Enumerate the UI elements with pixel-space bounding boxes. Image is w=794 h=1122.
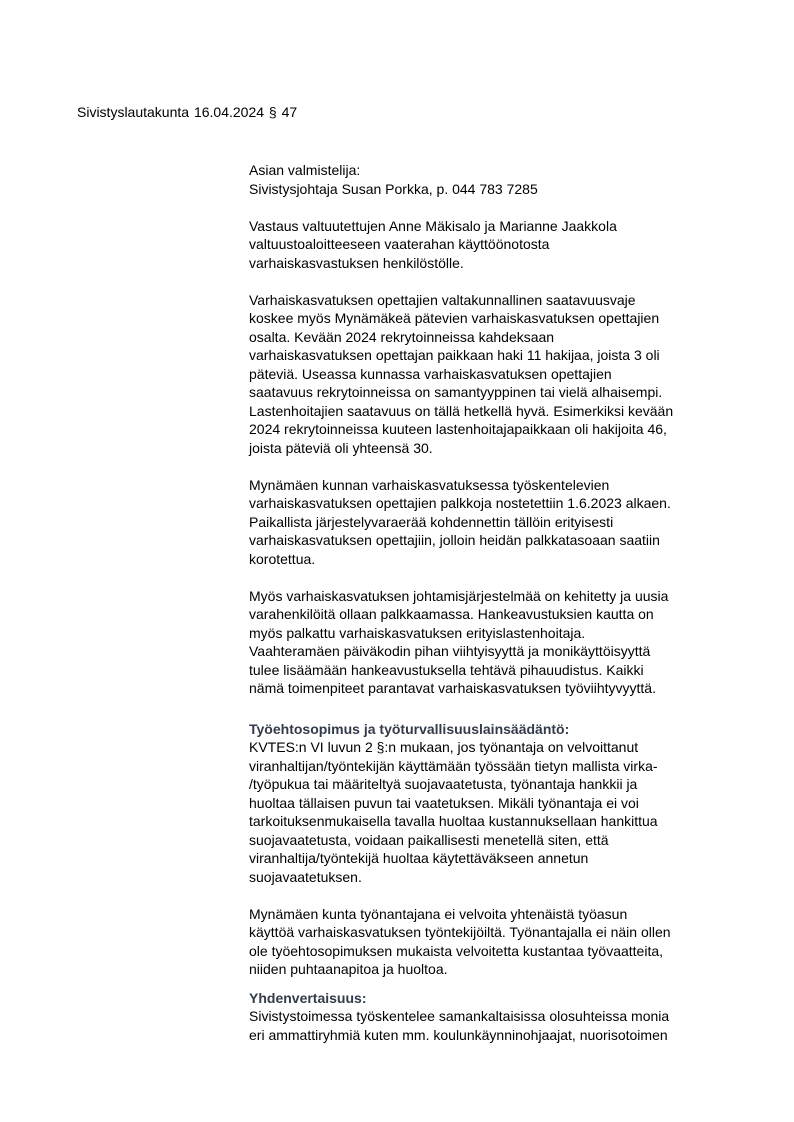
- section-heading-equality: Yhdenvertaisuus:: [249, 989, 367, 1006]
- text-line: viranhaltija/työntekijä huoltaa käytettäväkseen annetun: [249, 850, 589, 866]
- preparer-label: Asian valmistelija:: [249, 162, 361, 178]
- paragraph-kvtes: [249, 738, 769, 886]
- meeting-header-text: Sivistyslautakunta 16.04.2024 § 47: [77, 104, 298, 120]
- text-line: huoltaa tällaisen puvun tai vaatetuksen. Mikäli työnantaja ei voi: [249, 794, 639, 811]
- text-line: saatavuus rekrytoinneissa on samantyyppinen tai vielä alhaisempi.: [249, 384, 663, 400]
- text-line: Vaahteramäen päiväkodin pihan viihtyisyyttä ja monikäyttöisyyttä: [249, 643, 651, 659]
- text-line: Myös varhaiskasvatuksen johtamisjärjestelmää on kehitetty ja uusia: [249, 587, 669, 604]
- section-heading-collective-agreement: Työehtosopimus ja työturvallisuuslainsäädäntö:: [249, 720, 570, 737]
- preparer-block: [249, 161, 769, 198]
- paragraph-availability: [249, 291, 769, 458]
- text-line: niiden puhtaanapitoa ja huoltoa.: [249, 961, 448, 977]
- text-line: KVTES:n VI luvun 2 §:n mukaan, jos työnantaja on velvoittanut: [249, 739, 639, 755]
- text-line: varhaiskasvastuksen henkilöstölle.: [249, 254, 464, 271]
- paragraph-employer: [249, 905, 769, 979]
- document-body: [249, 161, 769, 1044]
- text-line: suojavaatetuksen.: [249, 868, 362, 885]
- text-line: ole työehtosopimuksen mukaista velvoitetta kustantaa työvaatteita,: [249, 942, 664, 959]
- text-line: Paikallista järjestelyvaraerää kohdennettin tällöin erityisesti: [249, 513, 614, 530]
- text-line: käyttöä varhaiskasvatuksen työntekijöiltä. Työnantajalla ei näin ollen: [249, 924, 671, 940]
- text-line: myös palkattu varhaiskasvatuksen erityislastenhoitaja.: [249, 624, 586, 641]
- text-line: Mynämäen kunnan varhaiskasvatuksessa työskentelevien: [249, 476, 610, 493]
- text-line: Vastaus valtuutettujen Anne Mäkisalo ja Marianne Jaakkola: [249, 217, 617, 234]
- text-line: joista päteviä oli yhteensä 30.: [249, 439, 433, 456]
- text-line: eri ammattiryhmiä kuten mm. koulunkäynninohjaajat, nuorisotoimen: [249, 1026, 668, 1043]
- text-line: tarkoituksenmukaisella tavalla huoltaa kustannuksellaan hankittua: [249, 813, 658, 829]
- text-line: varahenkilöitä ollaan palkkaamassa. Hankeavustuksien kautta on: [249, 606, 654, 622]
- text-line: Sivistystoimessa työskentelee samankaltaisissa olosuhteissa monia: [249, 1008, 670, 1024]
- text-line: /työpukua tai määriteltyä suojavaatetusta, työnantaja hankkii ja: [249, 776, 638, 792]
- text-line: päteviä. Useassa kunnassa varhaiskasvatuksen opettajien: [249, 365, 612, 382]
- text-line: 2024 rekrytoinneissa kuuteen lastenhoitajapaikkaan oli hakijoita 46,: [249, 421, 667, 437]
- text-line: osalta. Kevään 2024 rekrytoinneissa kahdeksaan: [249, 328, 555, 345]
- paragraph-subject: [249, 217, 769, 273]
- preparer-name: Sivistysjohtaja Susan Porkka, p. 044 783 7285: [249, 180, 538, 197]
- paragraph-development: [249, 587, 769, 698]
- text-line: suojavaatetusta, voidaan paikallisesti menetellä siten, että: [249, 831, 609, 848]
- paragraph-salaries: [249, 476, 769, 569]
- text-line: varhaiskasvatuksen opettajiin, jolloin heidän palkkatasoaan saatiin: [249, 532, 660, 548]
- text-line: varhaiskasvatuksen opettajan paikkaan haki 11 hakijaa, joista 3 oli: [249, 347, 660, 363]
- text-line: nämä toimenpiteet parantavat varhaiskasvatuksen työviihtyvyyttä.: [249, 680, 656, 696]
- text-line: valtuustoaloitteeseen vaaterahan käyttöönotosta: [249, 236, 550, 252]
- text-line: korotettua.: [249, 550, 316, 567]
- text-line: varhaiskasvatuksen opettajien palkkoja nostetettiin 1.6.2023 alkaen.: [249, 495, 671, 511]
- meeting-header: [77, 104, 297, 121]
- text-line: tulee lisäämään hankeavustuksella tehtävä pihauudistus. Kaikki: [249, 661, 644, 678]
- text-line: Lastenhoitajien saatavuus on tällä hetkellä hyvä. Esimerkiksi kevään: [249, 402, 674, 419]
- text-line: Mynämäen kunta työnantajana ei velvoita yhtenäistä työasun: [249, 905, 628, 922]
- paragraph-equality: [249, 1007, 769, 1044]
- text-line: koskee myös Mynämäkeä pätevien varhaiskasvatuksen opettajien: [249, 310, 660, 326]
- text-line: Varhaiskasvatuksen opettajien valtakunnallinen saatavuusvaje: [249, 291, 636, 308]
- text-line: viranhaltijan/työntekijän käyttämään työssään tietyn mallista virka-: [249, 757, 658, 774]
